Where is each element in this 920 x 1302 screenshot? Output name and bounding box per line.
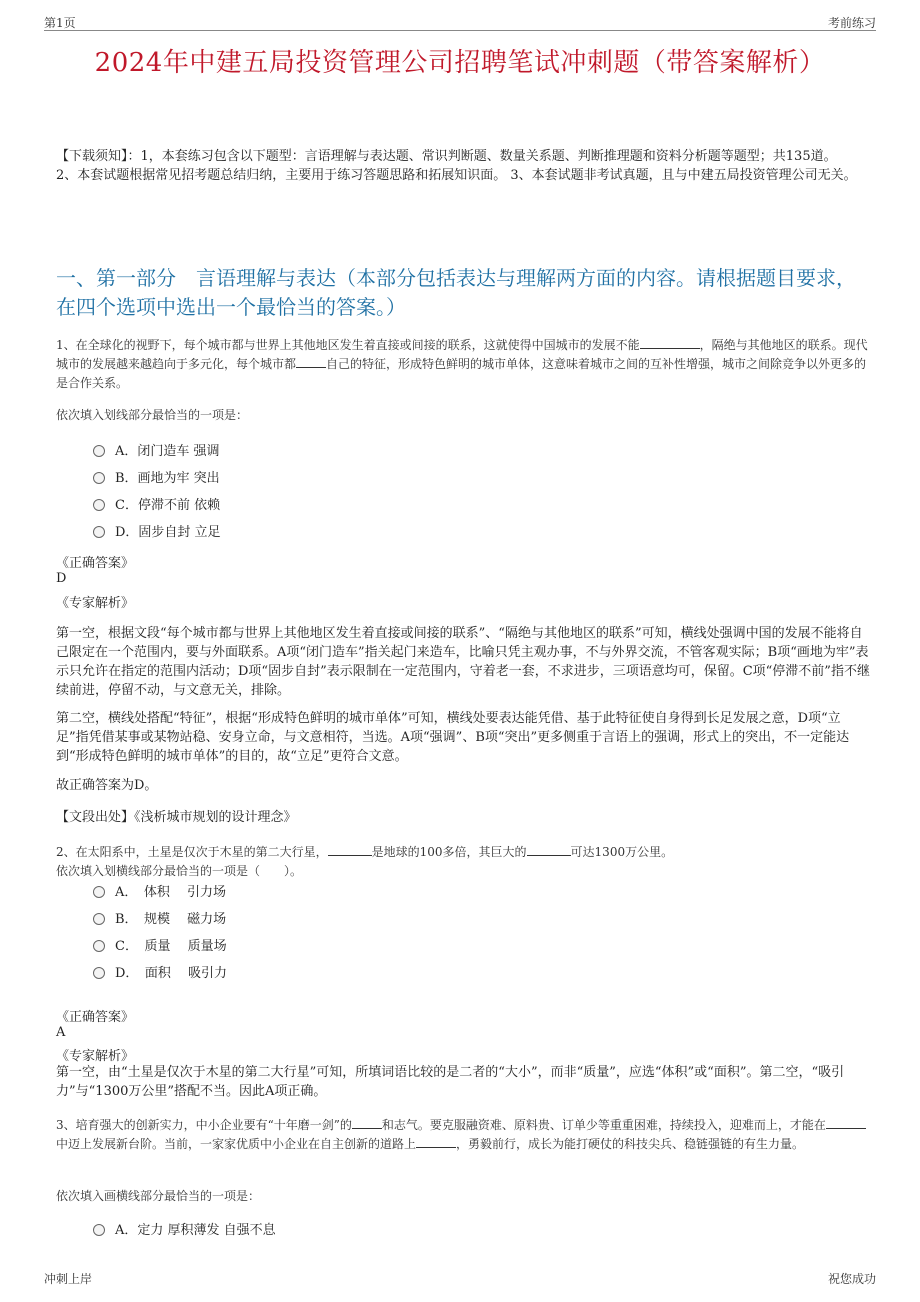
blank-line bbox=[328, 843, 372, 856]
question-3-prompt: 依次填入画横线部分最恰当的一项是： bbox=[56, 1189, 261, 1203]
q2-analysis: 第一空，由“土星是仅次于木星的第二大行星”可知，所填词语比较的是二者的“大小”，而非“质量”，应选“体积”或“面积”。第二空，“吸引力”与“1300万公里”搭配不当。因此A项正确。 bbox=[56, 1065, 845, 1099]
question-2-prompt: 依次填入划横线部分最恰当的一项是（ ）。 bbox=[56, 864, 303, 878]
blank-line bbox=[416, 1135, 456, 1148]
question-1-stem: 1、在全球化的视野下，每个城市都与世界上其他地区发生着直接或间接的联系，这就使得中国城市的发展不能 ，隔绝与其他地区的联系。现代城市的发展越来越趋向于多元化，每个城市都 自己的特征，形成特色鲜明的城市单体，这意味着城市之间的互补性增强，城市之间除竞争以外更多的是合作关系。 bbox=[56, 338, 868, 390]
q1-answer-label: 《正确答案》 bbox=[56, 556, 135, 571]
download-notice: 【下载须知】：1，本套练习包含以下题型：言语理解与表达题、常识判断题、数量关系题、判断推理题和资料分析题等题型；共135道。 2、本套试题根据常见招考题总结归纳，主要用于练习答题思路和拓展知识面。 3、本套试题非考试真题，且与中建五局投资管理公司无关。 bbox=[56, 149, 857, 183]
q1-answer: D bbox=[56, 571, 67, 586]
q2-analysis-label: 《专家解析》 bbox=[56, 1049, 135, 1064]
page-number: 第1页 bbox=[44, 16, 76, 30]
q1-source: 【文段出处】《浅析城市规划的设计理念》 bbox=[56, 810, 297, 825]
question-1-prompt: 依次填入划线部分最恰当的一项是： bbox=[56, 408, 249, 422]
q2-answer-label: 《正确答案》 bbox=[56, 1010, 135, 1025]
section-heading: 一、第一部分 言语理解与表达（本部分包括表达与理解两方面的内容。请根据题目要求，在四个选项中选出一个最恰当的答案。） bbox=[56, 266, 856, 319]
radio-icon[interactable] bbox=[93, 472, 105, 484]
footer-left: 冲刺上岸 bbox=[44, 1272, 93, 1286]
q1-option-a[interactable]: A．闭门造车 强调 bbox=[93, 442, 220, 462]
q3-option-a[interactable]: A．定力 厚积薄发 自强不息 bbox=[93, 1221, 276, 1241]
q2-answer: A bbox=[56, 1025, 66, 1040]
radio-icon[interactable] bbox=[93, 940, 105, 952]
footer-right: 祝您成功 bbox=[827, 1272, 876, 1286]
q2-option-b[interactable]: B． 规模 磁力场 bbox=[93, 910, 226, 930]
question-2-stem: 2、在太阳系中，土星是仅次于木星的第二大行星， 是地球的100多倍，其巨大的 可达1300万公里。 bbox=[56, 845, 674, 859]
page-header bbox=[44, 12, 876, 31]
q1-option-b[interactable]: B．画地为牢 突出 bbox=[93, 469, 220, 489]
blank-line bbox=[527, 843, 571, 856]
radio-icon[interactable] bbox=[93, 1224, 105, 1236]
header-tag: 考前练习 bbox=[827, 16, 876, 30]
q1-option-c[interactable]: C．停滞不前 依赖 bbox=[93, 496, 220, 516]
radio-icon[interactable] bbox=[93, 967, 105, 979]
q2-option-a[interactable]: A． 体积 引力场 bbox=[93, 883, 226, 903]
radio-icon[interactable] bbox=[93, 526, 105, 538]
radio-icon[interactable] bbox=[93, 445, 105, 457]
document-title: 2024年中建五局投资管理公司招聘笔试冲刺题（带答案解析） bbox=[94, 48, 826, 78]
q1-analysis-2: 第二空，横线处搭配“特征”，根据“形成特色鲜明的城市单体”可知，横线处要表达能凭借、基于此特征使自身得到长足发展之意，D项“立足”指凭借某事或某物站稳、安身立命，与文意相符，当选。A项“强调”、B项“突出”更多侧重于言语上的强调，形式上的突出，不一定能达到“形成特色鲜明的城市单体”的目的，故“立足”更符合文意。 bbox=[56, 711, 850, 764]
blank-line bbox=[826, 1116, 866, 1129]
q1-option-d[interactable]: D．固步自封 立足 bbox=[93, 523, 221, 543]
radio-icon[interactable] bbox=[93, 499, 105, 511]
page-footer bbox=[44, 1270, 876, 1290]
q1-analysis-1: 第一空，根据文段“每个城市都与世界上其他地区发生着直接或间接的联系”、“隔绝与其他地区的联系”可知，横线处强调中国的发展不能将自己限定在一个范围内，要与外面联系。A项“闭门造车”指关起门来造车，比喻只凭主观办事，不与外界交流，不管客观实际；B项“画地为牢”表示只允许在指定的范围内活动；D项“固步自封”表示限制在一定范围内，守着老一套，不求进步，三项语意均可，保留。C项“停滞不前”指不继续前进，停留不动，与文意无关，排除。 bbox=[56, 626, 870, 698]
radio-icon[interactable] bbox=[93, 913, 105, 925]
blank-line bbox=[640, 336, 700, 349]
blank-line bbox=[352, 1116, 382, 1129]
q1-analysis-label: 《专家解析》 bbox=[56, 596, 135, 611]
radio-icon[interactable] bbox=[93, 886, 105, 898]
q2-option-d[interactable]: D． 面积 吸引力 bbox=[93, 964, 227, 984]
q1-conclusion: 故正确答案为D。 bbox=[56, 778, 158, 793]
question-3-stem: 3、培育强大的创新实力，中小企业要有“十年磨一剑”的 和志气。要克服融资难、原料贵、订单少等重重困难，持续投入，迎难而上，才能在中迈上发展新台阶。当前，一家家优质中小企业在自主创新的道路上 ，勇毅前行，成长为能打硬仗的科技尖兵、稳链强链的有生力量。 bbox=[56, 1116, 870, 1154]
blank-line bbox=[296, 355, 326, 368]
q2-option-c[interactable]: C． 质量 质量场 bbox=[93, 937, 227, 957]
